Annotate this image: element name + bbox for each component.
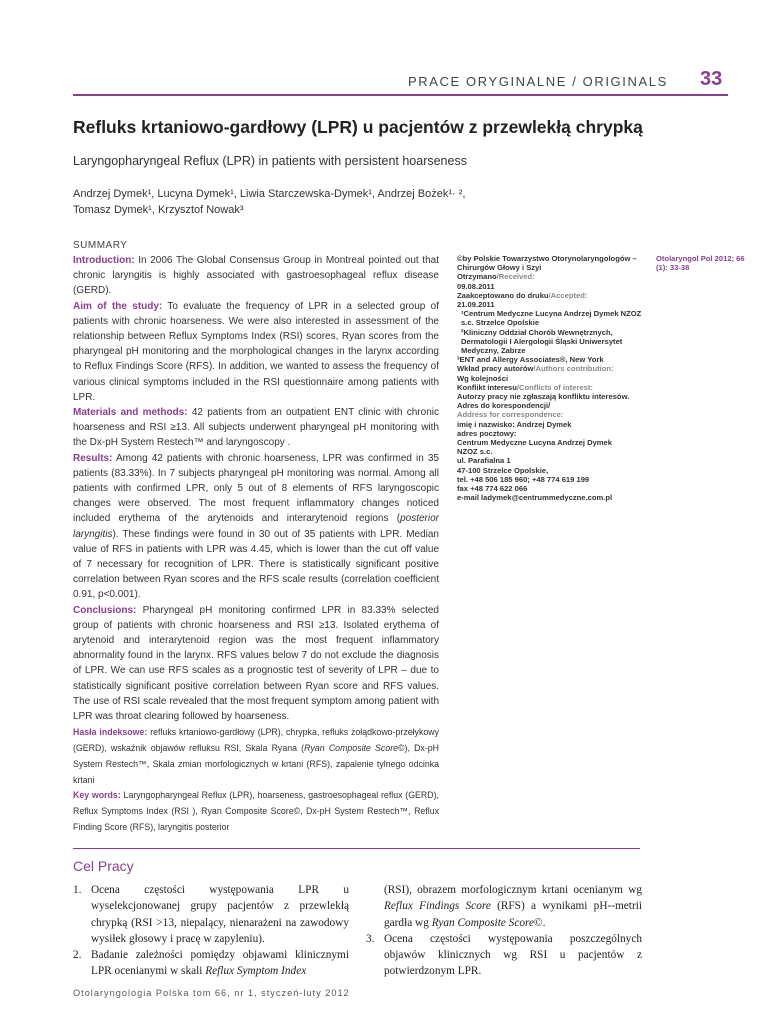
page-footer: Otolaryngologia Polska tom 66, nr 1, styczeń-luty 2012 bbox=[73, 988, 350, 998]
list-item-continuation bbox=[366, 882, 642, 931]
address-line: ul. Parafialna 1 bbox=[457, 456, 511, 466]
copyright-note: ©by Polskie Towarzystwo Otorynolaryngologów – Chirurgów Głowy i Szyi bbox=[457, 254, 637, 273]
correspondence-label-en: Address for correspondence: bbox=[457, 410, 564, 420]
keywords-en-label: Key words: bbox=[73, 790, 121, 801]
accepted-date: 21.09.2011 bbox=[457, 300, 495, 310]
list-item-text bbox=[91, 947, 349, 980]
summary-heading: SUMMARY bbox=[73, 240, 128, 251]
keywords-pl-italic: Ryan Composite Score bbox=[304, 743, 399, 754]
keywords-en-text: Laryngopharyngeal Reflux (LPR), hoarseness, gastroesophageal reflux (GERD), Reflux Symptoms Index (RSI ), Ryan Composite Score©, Dx-pH System Restech™, Reflux Finding Score (RFS), laryngitis posterior bbox=[73, 790, 440, 833]
phone-line: tel. +48 506 185 960; +48 774 619 199 bbox=[457, 474, 590, 484]
received-line bbox=[457, 272, 652, 281]
journal-reference: Otolaryngol Pol 2012; 66 (1): 33-38 bbox=[656, 254, 745, 273]
continuation-italic: Reflux Findings Score bbox=[384, 900, 491, 913]
section-heading-cel-pracy: Cel Pracy bbox=[73, 858, 134, 874]
conclusions-label: Conclusions: bbox=[73, 604, 137, 616]
results-label: Results: bbox=[73, 452, 113, 464]
affiliation-1: ¹Centrum Medyczne Lucyna Andrzej Dymek NZOZ s.c. Strzelce Opolskie bbox=[461, 309, 642, 328]
fax-line: fax +48 774 622 066 bbox=[457, 484, 528, 494]
keywords-pl bbox=[73, 725, 439, 788]
contact-name: imię i nazwisko: Andrzej Dymek bbox=[457, 419, 572, 429]
article-title-en: Laryngopharyngeal Reflux (LPR) in patients with persistent hoarseness bbox=[73, 154, 467, 168]
accepted-line bbox=[457, 291, 652, 300]
aim-label: Aim of the study: bbox=[73, 300, 163, 312]
affiliation-2: ²Kliniczny Oddział Chorób Wewnętrznych, Dermatologii I Alergologii Śląski Uniwersytet Medyczny, Zabrze bbox=[461, 327, 623, 356]
abstract-conclusions bbox=[73, 603, 439, 725]
keywords-pl-text-cont: ©), Dx-pH System Restech™, Skala zmian morfologicznych w krtani (RFS), zapalenie tylnego odcinka krtani bbox=[73, 743, 440, 785]
keywords-pl-text: refluks krtaniowo-gardłowy (LPR), chrypka, refluks żołądkowo-przełykowy (GERD), wskaźnik objawów refluksu RSI, Skala Ryana ( bbox=[73, 727, 440, 754]
list-item-text-part: Badanie zależności pomiędzy objawami klinicznymi LPR ocenianymi w skali bbox=[91, 949, 349, 978]
aim-list-item bbox=[73, 947, 349, 980]
abstract-results bbox=[73, 451, 439, 603]
page-number: 33 bbox=[700, 68, 723, 90]
results-text: Among 42 patients with chronic hoarseness, LPR was confirmed in 35 patients (83.33%). In 7 subjects pharyngeal pH monitoring was normal. Among all patients with confirmed LPR, only 5 out of 8 elements of RFS laryngoscopic changes were observed. The most frequent inflammatory changes noticed included erythema of the arytenoids and interarytenoid regions ( bbox=[73, 452, 439, 525]
methods-label: Materials and methods: bbox=[73, 407, 188, 419]
affiliation-3: ³ENT and Allergy Associates®, New York bbox=[457, 355, 604, 365]
introduction-label: Introduction: bbox=[73, 255, 135, 266]
contribution-label-pl: Wkład pracy autorów bbox=[457, 364, 534, 374]
continuation-text: (RFS) a wynikami pH--metrii gardła wg bbox=[384, 900, 642, 929]
abstract bbox=[73, 253, 439, 724]
continuation-italic: Ryan Composite Score bbox=[431, 916, 534, 929]
introduction-text: In 2006 The Global Consensus Group in Montreal pointed out that chronic laryngitis is highly associated with gastroesophageal reflux disease (GERD). bbox=[73, 255, 439, 297]
email-line: e-mail ladymek@centrummedyczne.com.pl bbox=[457, 493, 613, 503]
header-divider bbox=[73, 94, 728, 96]
list-number: 3. bbox=[366, 932, 375, 945]
list-number: 1. bbox=[73, 884, 82, 896]
author-list bbox=[73, 187, 503, 218]
aim-text: To evaluate the frequency of LPR in a selected group of patients with chronic hoarseness. We were also interested in assessment of the relationship between Reflux Symptoms Index (RSI) scores, Ryan scores from the pharyngeal pH monitoring and the morphological changes in the larynx according to Reflux Findings Score (RFS). In addition, we wanted to assess the frequency of various clinical symptoms included in the RSI questionnaire among patients with LPR. bbox=[73, 300, 439, 403]
author-line: Tomasz Dymek¹, Krzysztof Nowak³ bbox=[73, 203, 244, 216]
body-column-left bbox=[73, 882, 349, 980]
list-item-text: Ocena częstości występowania poszczególnych objawów klinicznych wg RSI u pacjentów z potwierdzonym LPR. bbox=[384, 932, 642, 978]
abstract-introduction bbox=[73, 253, 439, 299]
author-line: Andrzej Dymek¹, Lucyna Dymek¹, Liwia Starczewska-Dymek¹, Andrzej Bożek¹· ², bbox=[73, 188, 466, 200]
received-label-pl: Otrzymano bbox=[457, 272, 497, 282]
keywords-en bbox=[73, 788, 439, 835]
results-italic-term: posterior laryngitis bbox=[73, 513, 439, 540]
results-text-cont: ). These findings were found in 30 out of 35 patients with LPR. Median value of RFS in patients with LPR was 4.45, which is lower than the cut off value of 7 necessary for recognition of LPR. There is statistically significant positive correlation between Ryan scores and the RFS scale results (correlation coefficient 0.91, p<0.001). bbox=[73, 528, 439, 601]
body-divider bbox=[73, 848, 640, 849]
abstract-aim bbox=[73, 299, 439, 405]
keywords-pl-label: Hasła indeksowe: bbox=[73, 727, 148, 738]
address-line: NZOZ s.c. bbox=[457, 447, 493, 457]
correspondence-pl-text: Adres do korespondencji bbox=[457, 401, 549, 411]
continuation-text: ©. bbox=[533, 916, 546, 929]
article-metadata bbox=[457, 254, 652, 502]
summary-section bbox=[73, 240, 439, 836]
received-date: 09.08.2011 bbox=[457, 281, 495, 291]
abstract-methods bbox=[73, 405, 439, 451]
aim-list-item bbox=[73, 882, 349, 947]
article-title-pl: Refluks krtaniowo-gardłowy (LPR) u pacjentów z przewlekłą chrypką bbox=[73, 117, 643, 137]
section-header: PRACE ORYGINALNE / ORIGINALS bbox=[408, 74, 668, 89]
conflict-value: Autorzy pracy nie zgłaszają konfliktu interesów. bbox=[457, 392, 630, 402]
list-number: 2. bbox=[73, 949, 82, 962]
continuation-text: (RSI), obrazem morfologicznym krtani ocenianym wg bbox=[384, 884, 642, 896]
conflict-line bbox=[457, 383, 652, 392]
conflict-label-en: /Conflicts of interest: bbox=[516, 382, 593, 392]
list-item-text: Ocena częstości występowania LPR u wyselekcjonowanej grupy pacjentów z przewlekłą chrypką (RSI >13, niepalący, nienarażeni na zawodowy wysiłek głosowy i pracę w zapyleniu). bbox=[91, 884, 349, 945]
conclusions-text: Pharyngeal pH monitoring confirmed LPR in 83.33% selected group of patients with chronic hoarseness and RSI ≥13. Isolated erythema of arytenoid and interarytenoid region was the most frequent inflammatory abnormality found in the larynx. RFS values below 7 do not exclude the diagnosis of LPR. We can use RFS scales as a prognostic test of severity of LPR – due to statistically significant positive correlation between Ryan score and RFS values. The use of RSI scale revealed that the most frequent symptom among patient with LPR was throat clearing followed by hoarseness. bbox=[73, 604, 439, 723]
address-line: 47-100 Strzelce Opolskie, bbox=[457, 465, 549, 475]
received-label-en: /Received: bbox=[496, 272, 535, 282]
list-item-italic: Reflux Symptom Index bbox=[205, 965, 307, 978]
aim-list-item bbox=[366, 931, 642, 980]
methods-text: 42 patients from an outpatient ENT clinic with chronic hoarseness and RSI ≥13. All subjects underwent pharyngeal pH monitoring with the Dx-pH System Restech™ and laryngoscopy . bbox=[73, 407, 439, 449]
accepted-label-pl: Zaakceptowano do druku bbox=[457, 290, 549, 300]
postal-label: adres pocztowy: bbox=[457, 428, 517, 438]
accepted-label-en: /Accepted: bbox=[548, 290, 588, 300]
address-line: Centrum Medyczne Lucyna Andrzej Dymek bbox=[457, 438, 613, 448]
correspondence-label-pl: Adres do korespondencji/ bbox=[457, 401, 551, 411]
conflict-label-pl: Konflikt interesu bbox=[457, 382, 517, 392]
contribution-line bbox=[457, 364, 652, 373]
contribution-label-en: /Authors contribution: bbox=[533, 364, 614, 374]
body-column-right bbox=[366, 882, 642, 980]
contribution-value: Wg kolejności bbox=[457, 373, 509, 383]
